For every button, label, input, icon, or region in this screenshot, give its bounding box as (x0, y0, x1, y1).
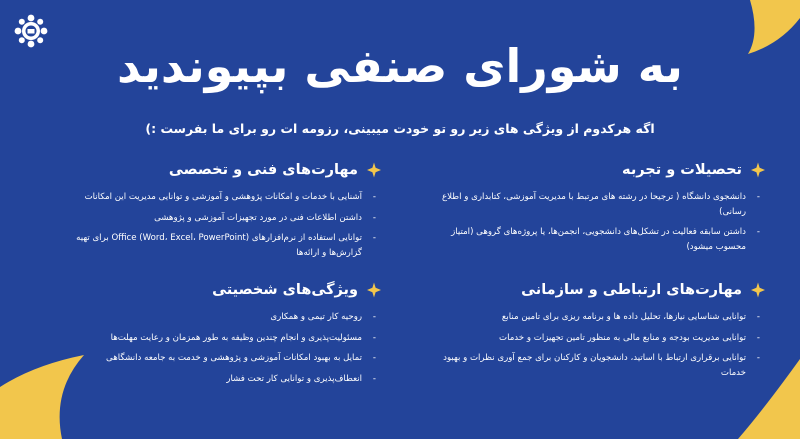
list-item: - آشنایی با خدمات و امکانات پژوهشی و آموزشی و توانایی مدیریت این امکانات (42, 190, 376, 205)
section-heading-personal (42, 280, 382, 300)
section-title: مهارت‌های فنی و تخصصی (168, 162, 358, 178)
star-icon (366, 282, 382, 298)
list-item: - دانشجوی دانشگاه ( ترجیحا در رشته های مرتبط با مدیریت آموزشی، کتابداری و اطلاع رسانی) (426, 190, 760, 219)
list-item: - داشتن سابقه فعالیت در تشکل‌های دانشجویی، انجمن‌ها، یا پروژه‌های گروهی (امتیاز محسوب میشود) (426, 225, 760, 254)
section-technical-skills (42, 160, 382, 266)
section-personal-traits (42, 280, 382, 392)
section-education (426, 160, 766, 260)
page-subtitle: اگه هرکدوم از ویژگی های زیر رو تو خودت میبینی، رزومه ات رو برای ما بفرست :) (145, 121, 655, 136)
star-icon (750, 282, 766, 298)
section-title: تحصیلات و تجربه (622, 162, 742, 178)
list-item: - مسئولیت‌پذیری و انجام چندین وظیفه به طور همزمان و رعایت مهلت‌ها (42, 331, 376, 346)
star-icon (750, 162, 766, 178)
section-heading-communication (426, 280, 766, 300)
list-item: - داشتن اطلاعات فنی در مورد تجهیزات آموزشی و پژوهشی (42, 211, 376, 226)
list-item: - تمایل به بهبود امکانات آموزشی و پژوهشی و خدمت به جامعه دانشگاهی (42, 351, 376, 366)
page-title: به شورای صنفی بپیوندید (117, 39, 683, 93)
list-item: - توانایی برقراری ارتباط با اساتید، دانشجویان و کارکنان برای جمع آوری نظرات و بهبود خدمات (426, 351, 760, 380)
section-title: ویژگی‌های شخصیتی (212, 282, 358, 298)
list-item: - روحیه کار تیمی و همکاری (42, 310, 376, 325)
list-item: - توانایی شناسایی نیازها، تحلیل داده ها و برنامه ریزی برای تامین منابع (426, 310, 760, 325)
section-communication-skills (426, 280, 766, 386)
list-item: - توانایی مدیریت بودجه و منابع مالی به منظور تامین تجهیزات و خدمات (426, 331, 760, 346)
list-item: - انعطاف‌پذیری و توانایی کار تحت فشار (42, 372, 376, 387)
star-icon (366, 162, 382, 178)
section-heading-education (426, 160, 766, 180)
list-item: - توانایی استفاده از نرم‌افزارهای Office (Word، Excel، PowerPoint) برای تهیه گزارش‌ها و ارائه‌ها (42, 231, 376, 260)
section-title: مهارت‌های ارتباطی و سازمانی (521, 282, 742, 298)
section-heading-technical (42, 160, 382, 180)
